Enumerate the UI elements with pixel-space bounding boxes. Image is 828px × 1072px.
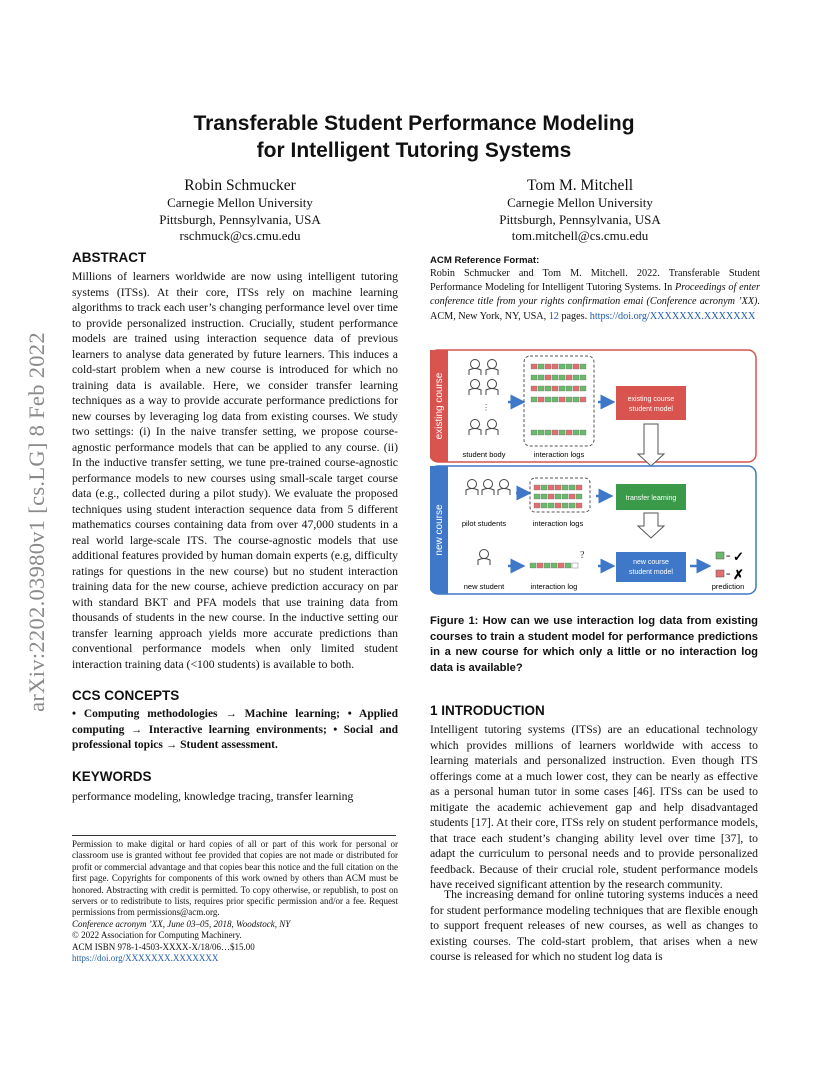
log-cell [555, 485, 561, 490]
svg-text:⋮: ⋮ [482, 403, 490, 412]
log-cell [531, 430, 537, 435]
acm-ref-pages-link[interactable]: 12 [548, 310, 559, 322]
log-cell [580, 386, 586, 391]
log-cell [559, 397, 565, 402]
new-course-panel [430, 466, 756, 594]
svg-text:✓: ✓ [733, 549, 744, 564]
author-email: tom.mitchell@cs.cmu.edu [511, 228, 649, 243]
log-cell [541, 503, 547, 508]
log-cell [566, 375, 572, 380]
log-cell [548, 494, 554, 499]
title-line-2: for Intelligent Tutoring Systems [256, 139, 572, 162]
keywords-heading: KEYWORDS [72, 769, 152, 784]
log-cell [552, 430, 558, 435]
log-cell [559, 364, 565, 369]
new-student-label: new student [463, 582, 505, 591]
student-body-label: student body [462, 450, 506, 459]
permission-block [72, 839, 398, 964]
log-cell [538, 430, 544, 435]
arxiv-stamp-text: arXiv:2202.03980v1 [cs.LG] 8 Feb 2022 [24, 332, 49, 712]
log-cell [548, 485, 554, 490]
interaction-log-label: interaction log [530, 582, 578, 591]
acm-reference-heading: ACM Reference Format: [430, 255, 540, 266]
log-cell [545, 375, 551, 380]
author-email: rschmuck@cs.cmu.edu [179, 228, 301, 243]
figure-1 [430, 348, 758, 598]
permission-text: Permission to make digital or hard copies of all or part of this work for personal or classroom use is granted without fee provided that copies are not made or distributed for profit or commercial advantage and that copies bear this notice and the full citation on the first page. Copyrights for components of this work owned by others than ACM must be honored. Abstracting with credit is permitted. To copy otherwise, or republish, to post on servers or to redistribute to lists, requires prior specific permission and/or a fee. Request permissions from permissions@acm.org. [72, 839, 398, 918]
author-block-2 [450, 176, 710, 245]
abstract-text: Millions of learners worldwide are now using intelligent tutoring systems (ITSs). At their core, ITSs rely on machine learning algorithms to track each user’s changing performance level over time to provide personalized instruction. Crucially, student performance models are trained using interaction sequence data of previous learners to analyse data generated by future learners. This induces a cold-start problem when a new course is introduced for which no training data is available. Here, we consider transfer learning techniques as a way to provide accurate performance predictions for new courses by leveraging log data from existing courses. We study two settings: (i) In the naive transfer setting, we propose course-agnostic performance models that can be applied to any course. (ii) In the inductive transfer setting, we tune pre-trained course-agnostic performance models to new courses using small-scale target course data (e.g., collected during a pilot study). We evaluate the proposed techniques using student interaction sequence data from 5 different mathematics courses containing data from over 47,000 students in a real world large-scale ITS. The course-agnostic models that use additional features provided by human domain experts (e.g, difficulty ratings for questions in the new course) but no student interaction training data for the new course, achieve prediction accuracy on par with standard BKT and PFA models that use training data from thousands of students in the new course. In the inductive setting our transfer learning approach yields more accurate predictions than conventional performance models when only limited student interaction training data (<100 students) is available to both. [72, 270, 398, 671]
acm-reference-text [430, 267, 760, 324]
log-cell [562, 494, 568, 499]
existing-course-model-box [616, 386, 686, 420]
author-name: Robin Schmucker [184, 177, 296, 194]
transfer-learning-label: transfer learning [625, 495, 677, 502]
log-cell [541, 485, 547, 490]
paper-title [100, 110, 728, 164]
acm-ref-part1: Robin Schmucker and Tom M. Mitchell. 2022. Transferable Student Performance Modeling for Intelligent Tutoring Systems. In [430, 268, 760, 294]
log-cell [566, 364, 572, 369]
log-cell [573, 397, 579, 402]
log-cell [573, 430, 579, 435]
log-cell [559, 430, 565, 435]
log-cell [531, 364, 537, 369]
log-cell [530, 563, 536, 568]
existing-course-model-label: existing course student model [627, 396, 675, 413]
log-cell [566, 430, 572, 435]
title-line-1: Transferable Student Performance Modeling [193, 112, 635, 135]
arxiv-stamp [22, 288, 52, 756]
log-cell [569, 485, 575, 490]
svg-text:=: = [726, 570, 731, 579]
author-affiliation: Carnegie Mellon University [167, 195, 313, 210]
log-cell [576, 503, 582, 508]
figure-caption: Figure 1: How can we use interaction log data from existing courses to train a student model for performance predictions in a new course for which only a little or no interaction log data is available? [430, 615, 758, 674]
prediction-label: prediction [711, 582, 745, 591]
acm-ref-proceedings: Proceedings of enter conference title from your rights confirmation emai (Conference acronym ’XX). [430, 282, 761, 308]
log-cell [548, 503, 554, 508]
log-cell [552, 397, 558, 402]
log-cell [569, 503, 575, 508]
intro-paragraph-2: The increasing demand for online tutoring systems induces a need for student performance modeling techniques that are flexible enough to support frequent releases of new courses, as well as changes to existing courses. The cold-start problem, that arises when a new course is released for which no student log data is [430, 888, 758, 963]
log-cell [545, 430, 551, 435]
log-cell [552, 364, 558, 369]
log-cell [559, 386, 565, 391]
log-cell [534, 503, 540, 508]
log-cell [545, 364, 551, 369]
new-course-model-box [616, 552, 686, 582]
keywords-text: performance modeling, knowledge tracing, transfer learning [72, 790, 354, 803]
log-cell [538, 397, 544, 402]
svg-text:✗: ✗ [733, 567, 744, 582]
interaction-logs-label: interaction logs [533, 450, 585, 459]
log-cell [580, 375, 586, 380]
pilot-interaction-logs-label: interaction logs [532, 519, 584, 528]
conference-info: Conference acronym ’XX, June 03–05, 2018, Woodstock, NY [72, 918, 291, 929]
log-cell [555, 503, 561, 508]
log-cell [531, 386, 537, 391]
author-affiliation: Carnegie Mellon University [507, 195, 653, 210]
unknown-response-mark: ? [580, 550, 585, 561]
log-cell [551, 563, 557, 568]
log-cell [559, 375, 565, 380]
pilot-students-icon [466, 480, 510, 496]
log-cell [566, 386, 572, 391]
intro-paragraph-1: Intelligent tutoring systems (ITSs) are an educational technology which provides millions of learners worldwide with access to learning materials and personalized instruction. Even though ITS offerings come at a much lower cost, they can be nearly as effective as a personal human tutor in some cases [46]. ITSs can be used to mitigate the academic achievement gap and help disadvantaged students [17]. At their core, ITSs rely on student performance models, that trace each student’s changing ability level over time [37], to adapt the curriculum to personal needs and to provide personalized feedback. Because of their crucial role, student performance models have received significant attention by the research community. [430, 723, 758, 891]
log-cell [576, 485, 582, 490]
log-cell [565, 563, 571, 568]
unknown-log-cell [572, 563, 578, 568]
log-cell [545, 397, 551, 402]
ccs-text: • Computing methodologies → Machine learning; • Applied computing → Interactive learning environments; • Social and professional topics → Student assessment. [72, 708, 398, 751]
log-cell [558, 563, 564, 568]
new-student-log-cells [530, 563, 578, 568]
new-course-model-label: new course student model [629, 559, 673, 576]
log-cell [531, 397, 537, 402]
log-cell [545, 386, 551, 391]
copyright-notice: © 2022 Association for Computing Machinery. [72, 930, 242, 941]
ccs-heading: CCS CONCEPTS [72, 688, 180, 703]
log-cell [552, 375, 558, 380]
log-cell [562, 485, 568, 490]
log-cell [573, 364, 579, 369]
log-cell [562, 503, 568, 508]
log-cell [569, 494, 575, 499]
log-cell [534, 485, 540, 490]
new-course-label: new course [434, 504, 445, 556]
log-cell [573, 386, 579, 391]
log-cell [534, 494, 540, 499]
acm-ref-part3: ACM, New York, NY, USA, [430, 310, 549, 322]
existing-course-label: existing course [434, 372, 445, 440]
log-cell [541, 494, 547, 499]
log-cell [552, 386, 558, 391]
abstract-heading: ABSTRACT [72, 250, 147, 265]
log-cell [538, 375, 544, 380]
svg-text:=: = [726, 552, 731, 561]
author-name: Tom M. Mitchell [526, 177, 634, 194]
log-cell [531, 375, 537, 380]
author-location: Pittsburgh, Pennsylvania, USA [159, 211, 321, 227]
acm-ref-part4: pages. [558, 310, 590, 322]
isbn: ACM ISBN 978-1-4503-XXXX-X/18/06…$15.00 [72, 941, 255, 952]
log-cell [566, 397, 572, 402]
log-cell [580, 430, 586, 435]
log-cell [544, 563, 550, 568]
log-cell [576, 494, 582, 499]
doi-link[interactable]: https://doi.org/XXXXXXX.XXXXXXX [72, 953, 219, 964]
author-location: Pittsburgh, Pennsylvania, USA [499, 211, 661, 227]
author-block-1 [110, 176, 370, 245]
pilot-students-label: pilot students [461, 519, 507, 528]
acm-ref-doi-link[interactable]: https://doi.org/XXXXXXX.XXXXXXX [589, 310, 756, 322]
footnote-rule [72, 835, 396, 836]
log-cell [538, 364, 544, 369]
log-cell [555, 494, 561, 499]
log-cell [537, 563, 543, 568]
introduction-heading: 1 INTRODUCTION [430, 703, 545, 718]
log-cell [580, 364, 586, 369]
log-cell [573, 375, 579, 380]
pilot-interaction-log-cells [534, 485, 582, 508]
log-cell [580, 397, 586, 402]
log-cell [538, 386, 544, 391]
